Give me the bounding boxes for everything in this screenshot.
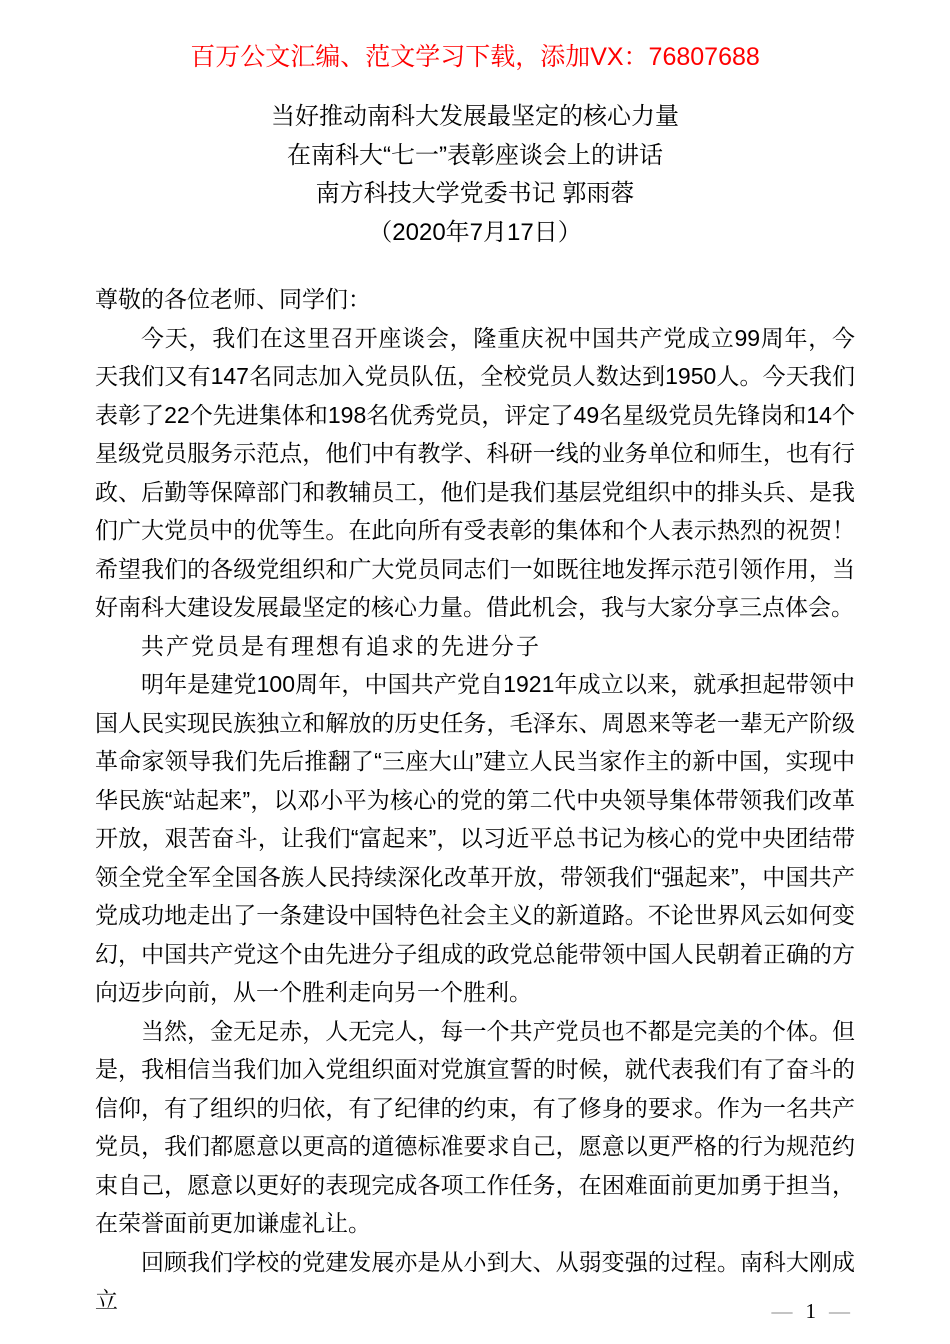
page-number-value: 1 (805, 1299, 816, 1323)
document-header (95, 98, 855, 252)
page-number-dash-left: — (771, 1299, 793, 1323)
document-body (95, 280, 855, 1320)
paragraph: 尊敬的各位老师、同学们： (95, 286, 371, 312)
paragraph: 今天，我们在这里召开座谈会，隆重庆祝中国共产党成立99周年，今天我们又有147名同志加入党员队伍，全校党员人数达到1950人。今天我们表彰了22个先进集体和198名优秀党员，评定了49名星级党员先锋岗和14个星级党员服务示范点，他们中有教学、科研一线的业务单位和师生，也有行政、后勤等保障部门和教辅员工，他们是我们基层党组织中的排头兵、是我们广大党员中的优等生。在此向所有受表彰的集体和个人表示热烈的祝贺！希望我们的各级党组织和广大党员同志们一如既往地发挥示范引领作用，当好南科大建设发展最坚定的核心力量。借此机会，我与大家分享三点体会。 (95, 324, 855, 620)
document-author: 南方科技大学党委书记 郭雨蓉 (315, 180, 635, 207)
paragraph: 明年是建党100周年，中国共产党自1921年成立以来，就承担起带领中国人民实现民族独立和解放的历史任务，毛泽东、周恩来等老一辈无产阶级革命家领导我们先后推翻了“三座大山”建立人民当家作主的新中国，实现中华民族“站起来”，以邓小平为核心的党的第二代中央领导集体带领我们改革开放，艰苦奋斗，让我们“富起来”，以习近平总书记为核心的党中央团结带领全党全军全国各族人民持续深化改革开放，带领我们“强起来”，中国共产党成功地走出了一条建设中国特色社会主义的新道路。不论世界风云如何变幻，中国共产党这个由先进分子组成的政党总能带领中国人民朝着正确的方向迈步向前，从一个胜利走向另一个胜利。 (95, 671, 855, 1005)
document-date: （2020年7月17日） (368, 218, 582, 246)
paragraph: 回顾我们学校的党建发展亦是从小到大、从弱变强的过程。南科大刚成立 (95, 1248, 855, 1313)
section-heading: 共产党员是有理想有追求的先进分子 (141, 632, 541, 659)
document-title: 当好推动南科大发展最坚定的核心力量 (271, 103, 679, 130)
page-number (772, 1299, 851, 1324)
paragraph: 当然，金无足赤，人无完人，每一个共产党员也不都是完美的个体。但是，我相信当我们加入党组织面对党旗宣誓的时候，就代表我们有了奋斗的信仰，有了组织的归依，有了纪律的约束，有了修身的要求。作为一名共产党员，我们都愿意以更高的道德标准要求自己，愿意以更严格的行为规范约束自己，愿意以更好的表现完成各项工作任务，在困难面前更加勇于担当，在荣誉面前更加谦虚礼让。 (95, 1017, 855, 1236)
watermark-banner: 百万公文汇编、范文学习下载，添加VX：76807688 (190, 43, 760, 71)
document-subtitle: 在南科大“七一”表彰座谈会上的讲话 (287, 141, 663, 169)
page-number-dash-right: — (829, 1299, 850, 1323)
